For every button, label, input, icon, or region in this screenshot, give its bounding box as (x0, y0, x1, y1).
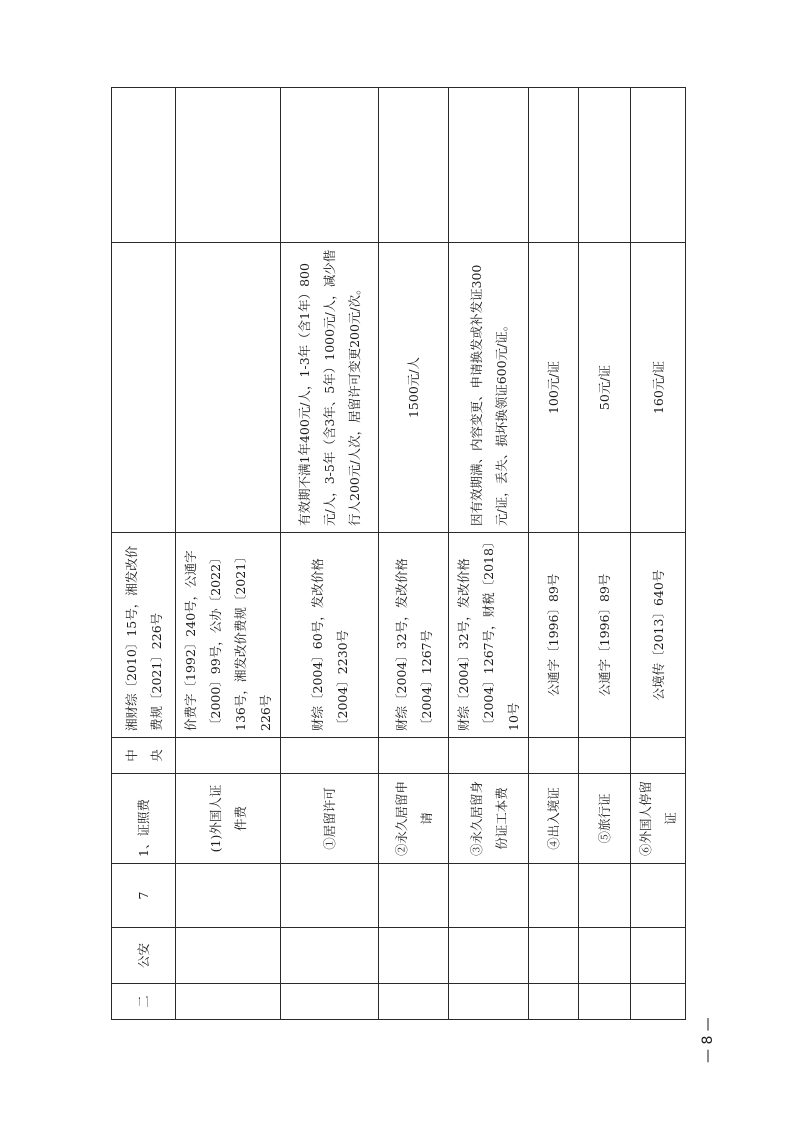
remark-cell (579, 88, 631, 243)
table-row (176, 88, 281, 1020)
item-number: 7 (112, 864, 176, 928)
standard-cell: 50元/证 (579, 243, 631, 533)
rotated-table-wrapper (111, 88, 678, 1020)
basis-cell: 财综〔2004〕60号，发改价格〔2004〕2230号 (281, 533, 379, 738)
fee-item-label: ④出入境证 (529, 774, 579, 864)
fee-item-label: ⑥外国人停留证 (631, 774, 686, 864)
standard-cell (112, 243, 176, 533)
basis-cell: 公境传〔2013〕640号 (631, 533, 686, 738)
category-number: 二 (112, 984, 176, 1020)
table-row (281, 88, 379, 1020)
level-cell (631, 738, 686, 774)
basis-cell: 财综〔2004〕32号，发改价格〔2004〕1267号，财税〔2018〕10号 (449, 533, 529, 738)
fee-item-label: ②永久居留申请 (379, 774, 449, 864)
fee-name-cell: 1、证照费 (112, 774, 176, 864)
remark-cell (281, 88, 379, 243)
standard-cell: 1500元/人 (379, 243, 449, 533)
level-cell (281, 738, 379, 774)
level-cell: 中央 (112, 738, 176, 774)
level-cell (529, 738, 579, 774)
standard-cell (176, 243, 281, 533)
basis-cell: 湘财综〔2010〕15号，湘发改价费规〔2021〕226号 (112, 533, 176, 738)
table-row (579, 88, 631, 1020)
remark-cell (379, 88, 449, 243)
department-cell: 公安 (112, 928, 176, 984)
fee-item-label: ③永久居留身份证工本费 (449, 774, 529, 864)
standard-cell: 因有效期满、内容变更、申请换发或补发证300元/证，丢失、损坏换领证600元/证。 (449, 243, 529, 533)
level-cell (379, 738, 449, 774)
remark-cell (112, 88, 176, 243)
fee-table (111, 87, 686, 1020)
remark-cell (449, 88, 529, 243)
level-cell (176, 738, 281, 774)
fee-item-label: ⑤旅行证 (579, 774, 631, 864)
table-row (631, 88, 686, 1020)
basis-cell: 公通字〔1996〕89号 (529, 533, 579, 738)
fee-item-label: ①居留许可 (281, 774, 379, 864)
basis-cell: 公通字〔1996〕89号 (579, 533, 631, 738)
level-cell (449, 738, 529, 774)
standard-cell: 160元/证 (631, 243, 686, 533)
standard-cell: 100元/证 (529, 243, 579, 533)
standard-cell: 有效期不满1年400元/人，1-3年（含1年）800元/人，3-5年（含3年、5年）1000元/人，减少偕行人200元/人次，居留许可变更200元/次。 (281, 243, 379, 533)
remark-cell (631, 88, 686, 243)
table-row (449, 88, 529, 1020)
remark-cell (529, 88, 579, 243)
table-row (529, 88, 579, 1020)
remark-cell (176, 88, 281, 243)
table-row (112, 88, 176, 1020)
level-cell (579, 738, 631, 774)
fee-item-label: (1)外国人证件费 (176, 774, 281, 864)
page-number: — 8 — (700, 1017, 716, 1063)
basis-cell: 财综〔2004〕32号，发改价格〔2004〕1267号 (379, 533, 449, 738)
table-row (379, 88, 449, 1020)
basis-cell: 价费字〔1992〕240号，公通字〔2000〕99号，公办〔2022〕136号，湘发改价费规〔2021〕226号 (176, 533, 281, 738)
